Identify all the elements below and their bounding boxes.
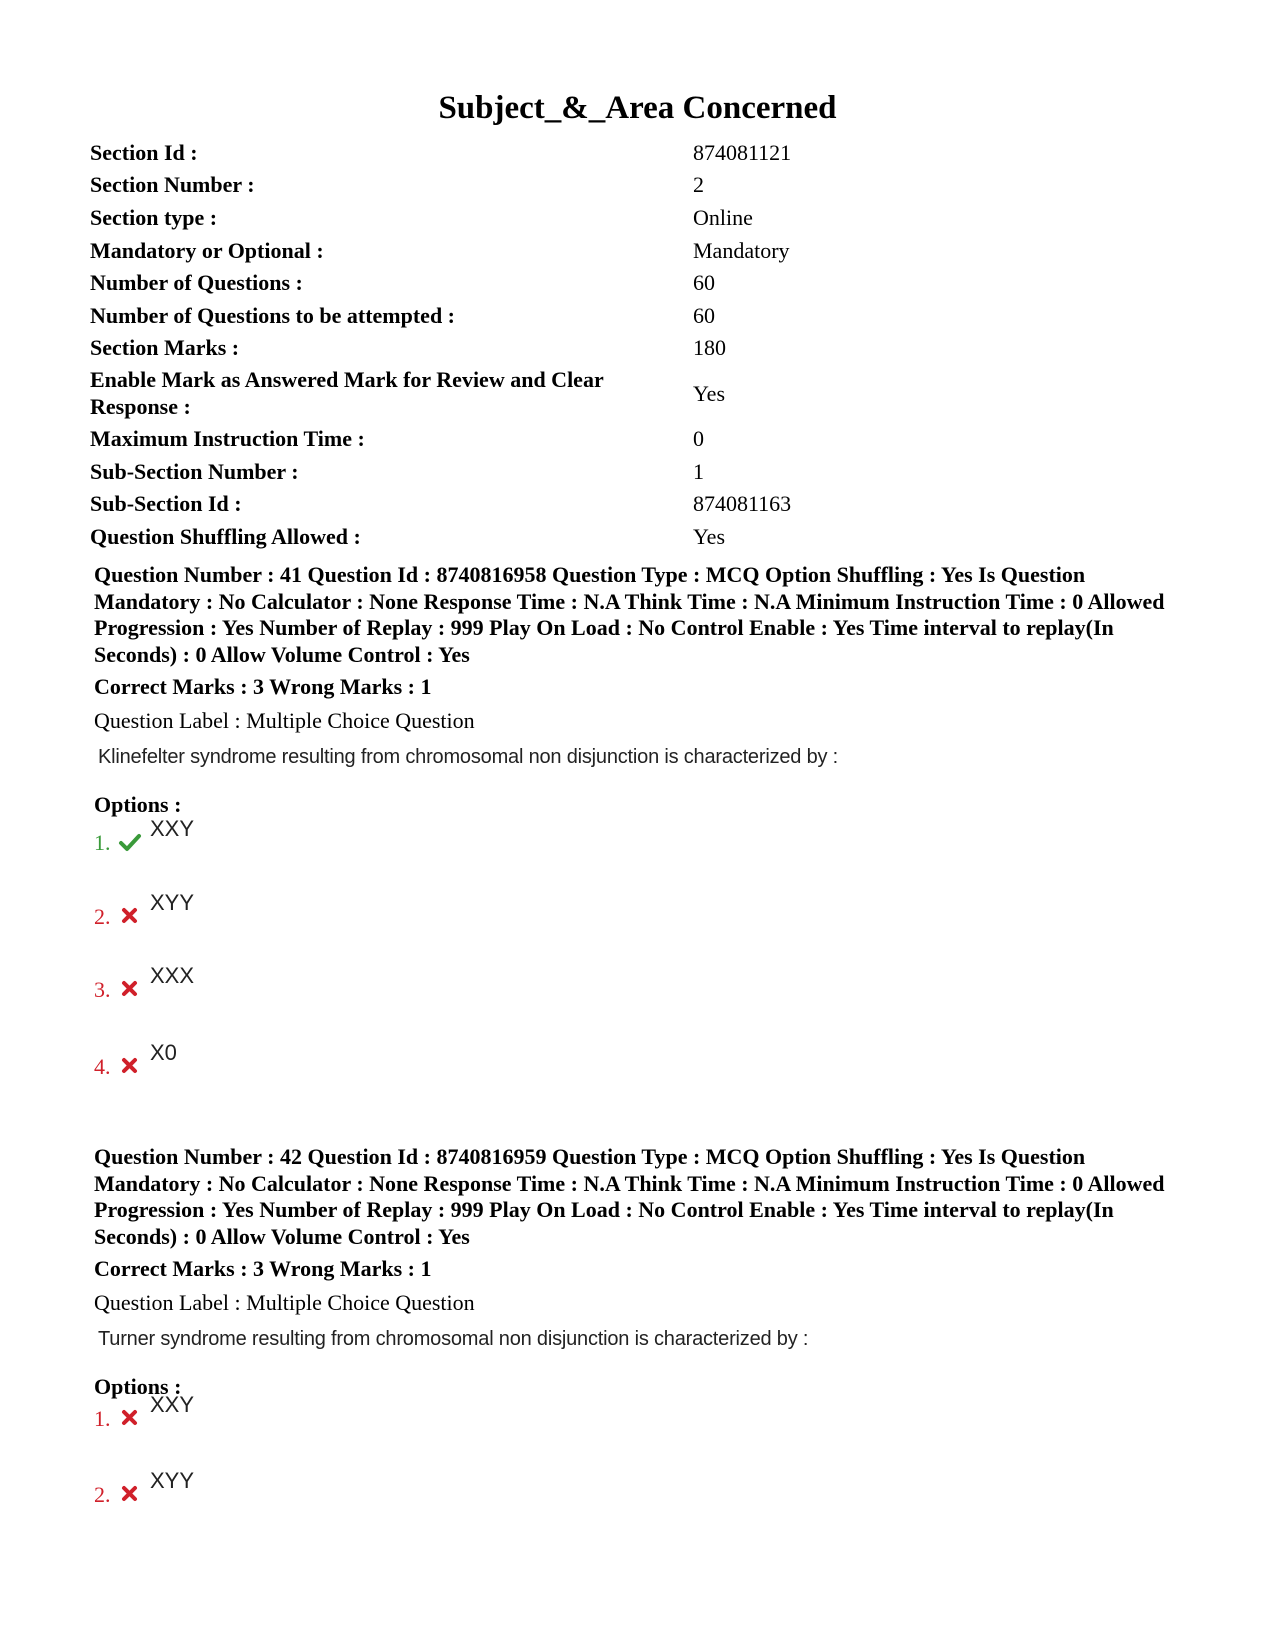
info-value: 874081163 — [693, 491, 792, 517]
question-text: Turner syndrome resulting from chromosomal non disjunction is characterized by : — [98, 1328, 809, 1350]
info-value: 874081121 — [693, 139, 792, 165]
option-number: 1. — [94, 830, 111, 855]
info-label: Sub-Section Id : — [90, 491, 242, 517]
question-marks: Correct Marks : 3 Wrong Marks : 1 — [94, 1256, 432, 1281]
option-number: 3. — [94, 977, 111, 1002]
section-info-row — [90, 136, 1190, 169]
info-value: 60 — [693, 302, 715, 328]
option-text: XXY — [150, 1392, 195, 1417]
info-label: Section type : — [90, 204, 218, 230]
question-header: Question Number : 41 Question Id : 8740816958 Question Type : MCQ Option Shuffling : Yes Is Question Mandatory : No Calculator : None Response Time : N.A Think Time : N.A Minimum Instruction Time : 0 Allowed Progression : Yes Number of Replay : 999 Play On Load : No Control Enable : Yes Time interval to replay(In Seconds) : 0 Allow Volume Control : Yes — [94, 562, 1165, 667]
section-info-row — [90, 201, 1190, 234]
question-text: Klinefelter syndrome resulting from chromosomal non disjunction is characterized by : — [98, 746, 839, 768]
info-value: Mandatory — [693, 237, 790, 263]
question-marks: Correct Marks : 3 Wrong Marks : 1 — [94, 674, 432, 699]
question-label: Question Label : Multiple Choice Question — [94, 1290, 475, 1315]
info-label: Enable Mark as Answered Mark for Review and Clear Response : — [90, 367, 604, 420]
cross-icon — [118, 1482, 142, 1506]
section-info-row — [90, 422, 1190, 455]
option-text: X0 — [150, 1040, 177, 1065]
options-heading: Options : — [94, 792, 182, 817]
info-label: Section Marks : — [90, 335, 240, 361]
info-value: 0 — [693, 425, 704, 451]
question-label: Question Label : Multiple Choice Question — [94, 708, 475, 733]
question-block — [94, 1144, 1184, 1402]
option-text: XYY — [150, 890, 195, 915]
option-text: XXX — [150, 963, 195, 988]
section-info-table — [90, 136, 1190, 553]
info-label: Question Shuffling Allowed : — [90, 523, 361, 549]
info-value: 60 — [693, 270, 715, 296]
section-info-row — [90, 234, 1190, 267]
info-value: 2 — [693, 172, 704, 198]
info-value: 180 — [693, 335, 726, 361]
section-info-row — [90, 299, 1190, 332]
info-value: Online — [693, 204, 753, 230]
info-value: 1 — [693, 458, 704, 484]
cross-icon — [118, 1054, 142, 1078]
info-label: Section Id : — [90, 139, 198, 165]
section-info-row — [90, 169, 1190, 202]
option-number: 2. — [94, 1482, 111, 1507]
info-label: Number of Questions : — [90, 270, 303, 296]
check-icon — [118, 830, 142, 854]
option-number: 4. — [94, 1054, 111, 1079]
option-number: 1. — [94, 1406, 111, 1431]
cross-icon — [118, 977, 142, 1001]
option-text: XYY — [150, 1468, 195, 1493]
info-label: Mandatory or Optional : — [90, 237, 324, 263]
info-value: Yes — [693, 523, 726, 549]
options-heading: Options : — [94, 1374, 182, 1399]
section-info-row — [90, 520, 1190, 553]
info-label: Sub-Section Number : — [90, 458, 299, 484]
question-block — [94, 562, 1184, 820]
option-text: XXY — [150, 816, 195, 841]
info-label: Section Number : — [90, 172, 255, 198]
info-value: Yes — [693, 380, 726, 406]
option-number: 2. — [94, 904, 111, 929]
question-header: Question Number : 42 Question Id : 8740816959 Question Type : MCQ Option Shuffling : Yes Is Question Mandatory : No Calculator : None Response Time : N.A Think Time : N.A Minimum Instruction Time : 0 Allowed Progression : Yes Number of Replay : 999 Play On Load : No Control Enable : Yes Time interval to replay(In Seconds) : 0 Allow Volume Control : Yes — [94, 1144, 1165, 1249]
section-info-row — [90, 487, 1190, 520]
info-label: Maximum Instruction Time : — [90, 425, 365, 451]
section-info-row — [90, 364, 1190, 422]
page-title: Subject_&_Area Concerned — [438, 90, 837, 126]
cross-icon — [118, 904, 142, 928]
section-info-row — [90, 332, 1190, 365]
section-info-row — [90, 455, 1190, 488]
cross-icon — [118, 1406, 142, 1430]
section-info-row — [90, 266, 1190, 299]
info-label: Number of Questions to be attempted : — [90, 302, 456, 328]
